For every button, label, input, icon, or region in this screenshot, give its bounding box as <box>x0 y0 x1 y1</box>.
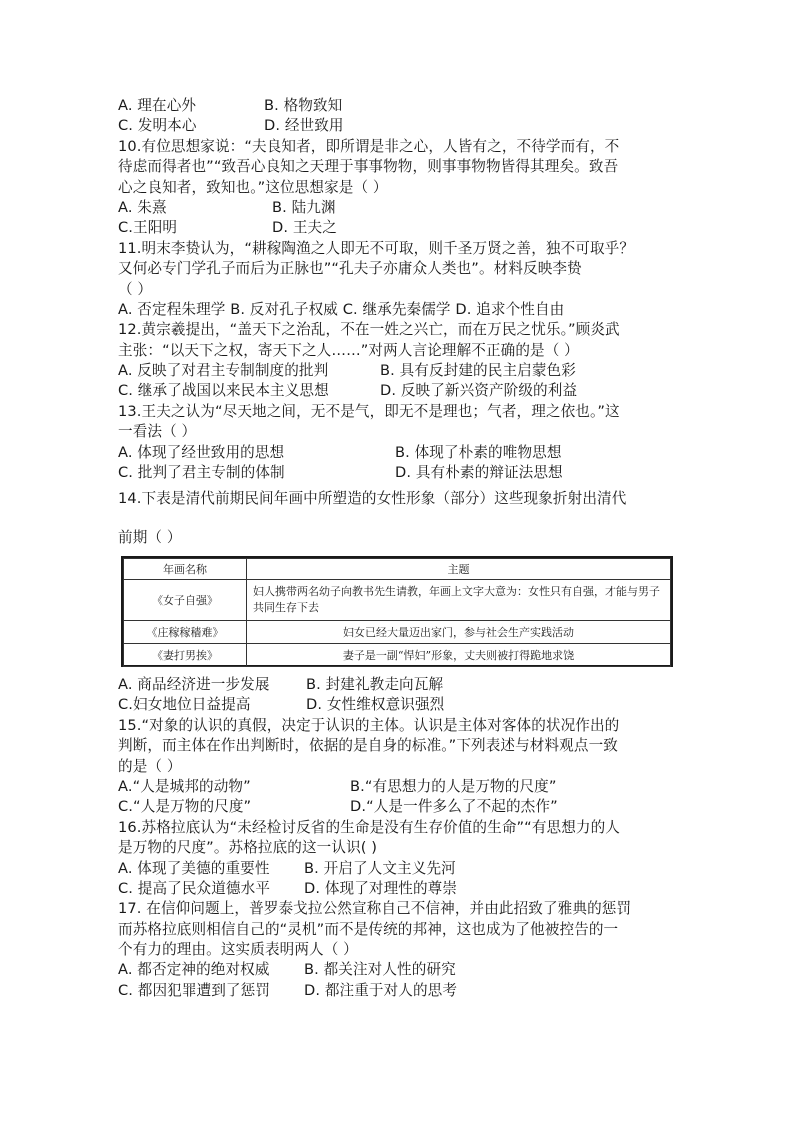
table-cell-theme: 妇女已经大量迈出家门，参与社会生产实践活动 <box>247 621 671 644</box>
q17-stem-line-2: 而苏格拉底则相信自己的“灵机”而不是传统的邦神，这也成为了他被控告的一 <box>118 920 619 938</box>
q10-stem-line-1: 10.有位思想家说：“夫良知者，即所谓是非之心，人皆有之，不待学而有，不 <box>118 137 620 155</box>
q12-options-row-2 <box>118 381 678 401</box>
table-header-name: 年画名称 <box>124 559 247 580</box>
q11-options[interactable]: A. 否定程朱理学 B. 反对孔子权威 C. 继承先秦儒学 D. 追求个性自由 <box>118 300 565 318</box>
exam-document-lower <box>118 675 678 1001</box>
q14-option-c[interactable]: C.妇女地位日益提高 <box>118 696 251 714</box>
q13-options-row-1 <box>118 443 678 463</box>
q15-options-row-1 <box>118 777 678 797</box>
q13-stem-line-2: 一看法（ ） <box>118 423 197 441</box>
q17-option-d[interactable]: D. 都注重于对人的思考 <box>304 981 458 999</box>
q14-option-b[interactable]: B. 封建礼教走向瓦解 <box>306 676 444 693</box>
q9-options-row-2 <box>118 116 678 136</box>
q14-options-row-1 <box>118 675 678 695</box>
q13-option-c[interactable]: C. 批判了君主专制的体制 <box>118 464 285 482</box>
q13-options-row-2 <box>118 463 678 483</box>
q15-options-row-2 <box>118 797 678 817</box>
q15-stem-line-3: 的是（ ） <box>118 757 182 775</box>
q12-stem-line-1: 12.黄宗羲提出，“盖天下之治乱，不在一姓之兴亡，而在万民之忧乐。”顾炎武 <box>118 321 620 339</box>
q14-options-row-2 <box>118 695 678 715</box>
q17-stem-line-1: 17. 在信仰问题上，普罗泰戈拉公然宣称自己不信神，并由此招致了雅典的惩罚 <box>118 900 632 918</box>
q9-option-a[interactable]: A. 理在心外 <box>118 97 197 114</box>
q16-stem-line-1: 16.苏格拉底认为“未经检讨反省的生命是没有生存价值的生命”“有思想力的人 <box>118 818 620 836</box>
q12-option-c[interactable]: C. 继承了战国以来民本主义思想 <box>118 382 329 400</box>
exam-document <box>118 96 678 548</box>
q16-stem-line-2: 是万物的尺度”。苏格拉底的这一认识( ) <box>118 839 378 857</box>
table-row <box>124 621 671 644</box>
q9-option-c[interactable]: C. 发明本心 <box>118 117 197 135</box>
q10-options-row-2 <box>118 218 678 238</box>
q12-options-row-1 <box>118 361 678 381</box>
q9-options-row-1 <box>118 96 678 116</box>
q15-stem-line-2: 判断，而主体在作出判断时，依据的是自身的标准。”下列表述与材料观点一致 <box>118 737 618 755</box>
q15-stem-line-1: 15.“对象的认识的真假，决定于认识的主体。认识是主体对客体的状况作出的 <box>118 716 620 734</box>
q11-stem-line-3: （ ） <box>118 280 153 298</box>
q14-stem-line-2: 前期（ ） <box>118 528 182 546</box>
q13-stem-line-1: 13.王夫之认为“尽天地之间，无不是气，即无不是理也；气者，理之依也。”这 <box>118 402 620 420</box>
q12-option-a[interactable]: A. 反映了对君主专制制度的批判 <box>118 362 329 380</box>
q10-option-b[interactable]: B. 陆九渊 <box>272 198 336 216</box>
table-row <box>124 644 671 667</box>
q12-option-b[interactable]: B. 具有反封建的民主启蒙色彩 <box>380 362 576 380</box>
q16-options-row-1 <box>118 859 678 879</box>
q10-option-d[interactable]: D. 王夫之 <box>272 219 337 237</box>
q10-option-c[interactable]: C.王阳明 <box>118 219 178 237</box>
q16-options-row-2 <box>118 879 678 899</box>
table-row <box>124 580 671 621</box>
q17-option-c[interactable]: C. 都因犯罪遭到了惩罚 <box>118 981 271 999</box>
q12-stem-line-2: 主张：“以天下之权，寄天下之人……”对两人言论理解不正确的是（ ） <box>118 341 579 359</box>
q15-option-a[interactable]: A.“人是城邦的动物” <box>118 777 251 795</box>
q13-option-a[interactable]: A. 体现了经世致用的思想 <box>118 443 285 461</box>
q12-option-d[interactable]: D. 反映了新兴资产阶级的利益 <box>380 382 578 400</box>
q16-option-c[interactable]: C. 提高了民众道德水平 <box>118 879 271 897</box>
q14-option-d[interactable]: D. 女性维权意识强烈 <box>306 696 445 714</box>
q10-stem-line-3: 心之良知者，致知也。”这位思想家是（ ） <box>118 178 388 196</box>
q15-option-d[interactable]: D.“人是一件多么了不起的杰作” <box>350 798 558 816</box>
q14-table <box>121 556 673 667</box>
table-cell-name: 《妻打男挨》 <box>124 644 247 667</box>
table-cell-theme: 妇人携带两名幼子向教书先生请教，年画上文字大意为：女性只有自强，才能与男子共同生存下去 <box>247 580 671 621</box>
q16-option-d[interactable]: D. 体现了对理性的尊崇 <box>304 879 458 897</box>
q14-table-grid <box>123 558 671 667</box>
table-cell-name: 《女子自强》 <box>124 580 247 621</box>
q15-option-b[interactable]: B.“有思想力的人是万物的尺度” <box>350 777 557 795</box>
q17-stem-line-3: 个有力的理由。这实质表明两人（ ） <box>118 941 358 959</box>
table-cell-name: 《庄稼稼穑难》 <box>124 621 247 644</box>
q14-stem-line-1: 14.下表是清代前期民间年画中所塑造的女性形象（部分）这些现象折射出清代 <box>118 490 627 508</box>
table-header-row <box>124 559 671 580</box>
q14-option-a[interactable]: A. 商品经济进一步发展 <box>118 676 270 693</box>
q11-stem-line-1: 11.明末李贽认为，“耕稼陶渔之人即无不可取，则千圣万贤之善，独不可取乎？ <box>118 239 635 257</box>
q17-option-a[interactable]: A. 都否定神的绝对权威 <box>118 961 270 979</box>
q9-option-d[interactable]: D. 经世致用 <box>264 117 344 135</box>
q17-option-b[interactable]: B. 都关注对人性的研究 <box>304 961 456 979</box>
q11-stem-line-2: 又何必专门学孔子而后为正脉也”“孔夫子亦庸众人类也”。材料反映李贽 <box>118 260 582 278</box>
q17-options-row-2 <box>118 981 678 1001</box>
table-header-theme: 主题 <box>247 559 671 580</box>
q14-spacer <box>118 510 678 528</box>
q10-stem-line-2: 待虑而得者也”“致吾心良知之天理于事事物物，则事事物物皆得其理矣。致吾 <box>118 158 619 176</box>
q13-option-b[interactable]: B. 体现了朴素的唯物思想 <box>395 443 562 461</box>
q9-option-b[interactable]: B. 格物致知 <box>264 97 343 114</box>
table-cell-theme: 妻子是一副“悍妇”形象，丈夫则被打得跪地求饶 <box>247 644 671 667</box>
q15-option-c[interactable]: C.“人是万物的尺度” <box>118 798 252 816</box>
q16-option-b[interactable]: B. 开启了人文主义先河 <box>304 859 456 877</box>
q13-option-d[interactable]: D. 具有朴素的辩证法思想 <box>395 464 563 482</box>
q17-options-row-1 <box>118 960 678 980</box>
q10-options-row-1 <box>118 198 678 218</box>
q16-option-a[interactable]: A. 体现了美德的重要性 <box>118 859 270 877</box>
q10-option-a[interactable]: A. 朱熹 <box>118 198 167 216</box>
